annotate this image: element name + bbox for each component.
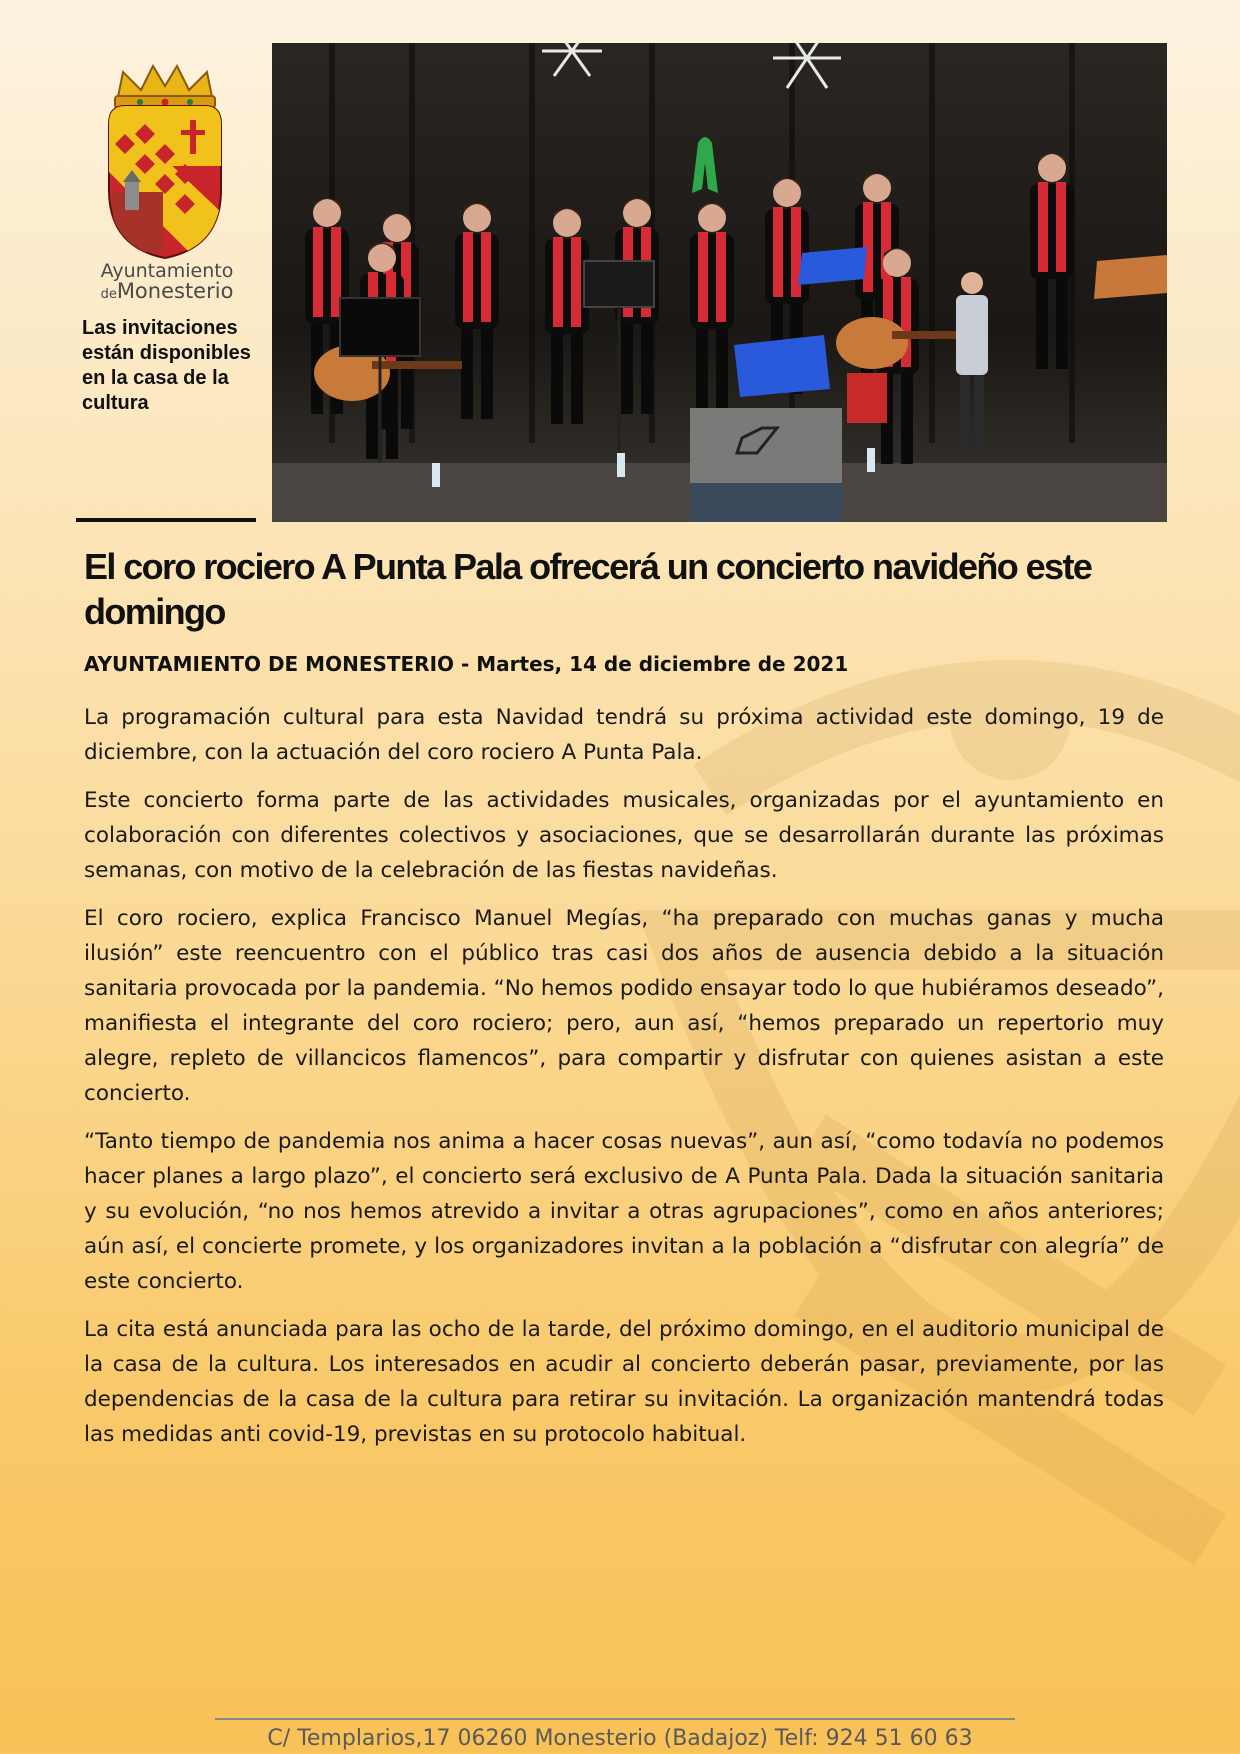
- organization-name: [82, 262, 252, 302]
- article-body: [84, 700, 1164, 1465]
- organization-name-prefix: de: [100, 287, 117, 302]
- article-paragraph: La cita está anunciada para las ocho de la tarde, del próximo domingo, en el auditorio municipal de la casa de la cultura. Los interesados en acudir al concierto deberán pasar, previamente, por las dependencias de la casa de la cultura para retirar su invitación. La organización mantendrá todas las medidas anti covid-19, previstas en su protocolo habitual.: [84, 1317, 1164, 1447]
- article-headline: El coro rociero A Punta Pala ofrecerá un concierto navideño este domingo: [84, 546, 1092, 632]
- sidebar-note: Las invitaciones están disponibles en la casa de la cultura: [82, 317, 251, 414]
- concert-photo: [272, 43, 1167, 522]
- article-paragraph: El coro rociero, explica Francisco Manuel Megías, “ha preparado con muchas ganas y mucha ilusión” este reencuentro con el público tras casi dos años de ausencia debido a la situación sanitaria provocada por la pandemia. “No hemos podido ensayar todo lo que hubiéramos deseado”, manifiesta el integrante del coro rociero; pero, aun así, “hemos preparado un repertorio muy alegre, repleto de villancicos flamencos”, para compartir y disfrutar con quienes asistan a este concierto.: [84, 906, 1164, 1106]
- article-byline: AYUNTAMIENTO DE MONESTERIO - Martes, 14 de diciembre de 2021: [84, 652, 849, 676]
- article-paragraph: La programación cultural para esta Navidad tendrá su próxima actividad este domingo, 19 de diciembre, con la actuación del coro rociero A Punta Pala.: [84, 705, 1164, 765]
- footer-address: C/ Templarios,17 06260 Monesterio (Badajoz) Telf: 924 51 60 63: [267, 1726, 973, 1751]
- crown-icon: [115, 66, 215, 108]
- organization-name-line2: Monesterio: [116, 279, 234, 303]
- sidebar-divider: [76, 518, 256, 522]
- organization-name-line1: Ayuntamiento: [100, 260, 234, 282]
- article-paragraph: Este concierto forma parte de las actividades musicales, organizadas por el ayuntamiento en colaboración con diferentes colectivos y asociaciones, que se desarrollarán durante las próximas semanas, con motivo de la celebración de las fiestas navideñas.: [84, 788, 1164, 883]
- footer-divider: [215, 1718, 1015, 1720]
- coat-of-arms-icon: [95, 62, 235, 262]
- article-paragraph: “Tanto tiempo de pandemia nos anima a hacer cosas nuevas”, aun así, “como todavía no podemos hacer planes a largo plazo”, el concierto será exclusivo de A Punta Pala. Dada la situación sanitaria y su evolución, “no nos hemos atrevido a invitar a otras agrupaciones”, como en años anteriores; aún así, el concierte promete, y los organizadores invitan a la población a “disfrutar con alegría” de este concierto.: [84, 1129, 1164, 1294]
